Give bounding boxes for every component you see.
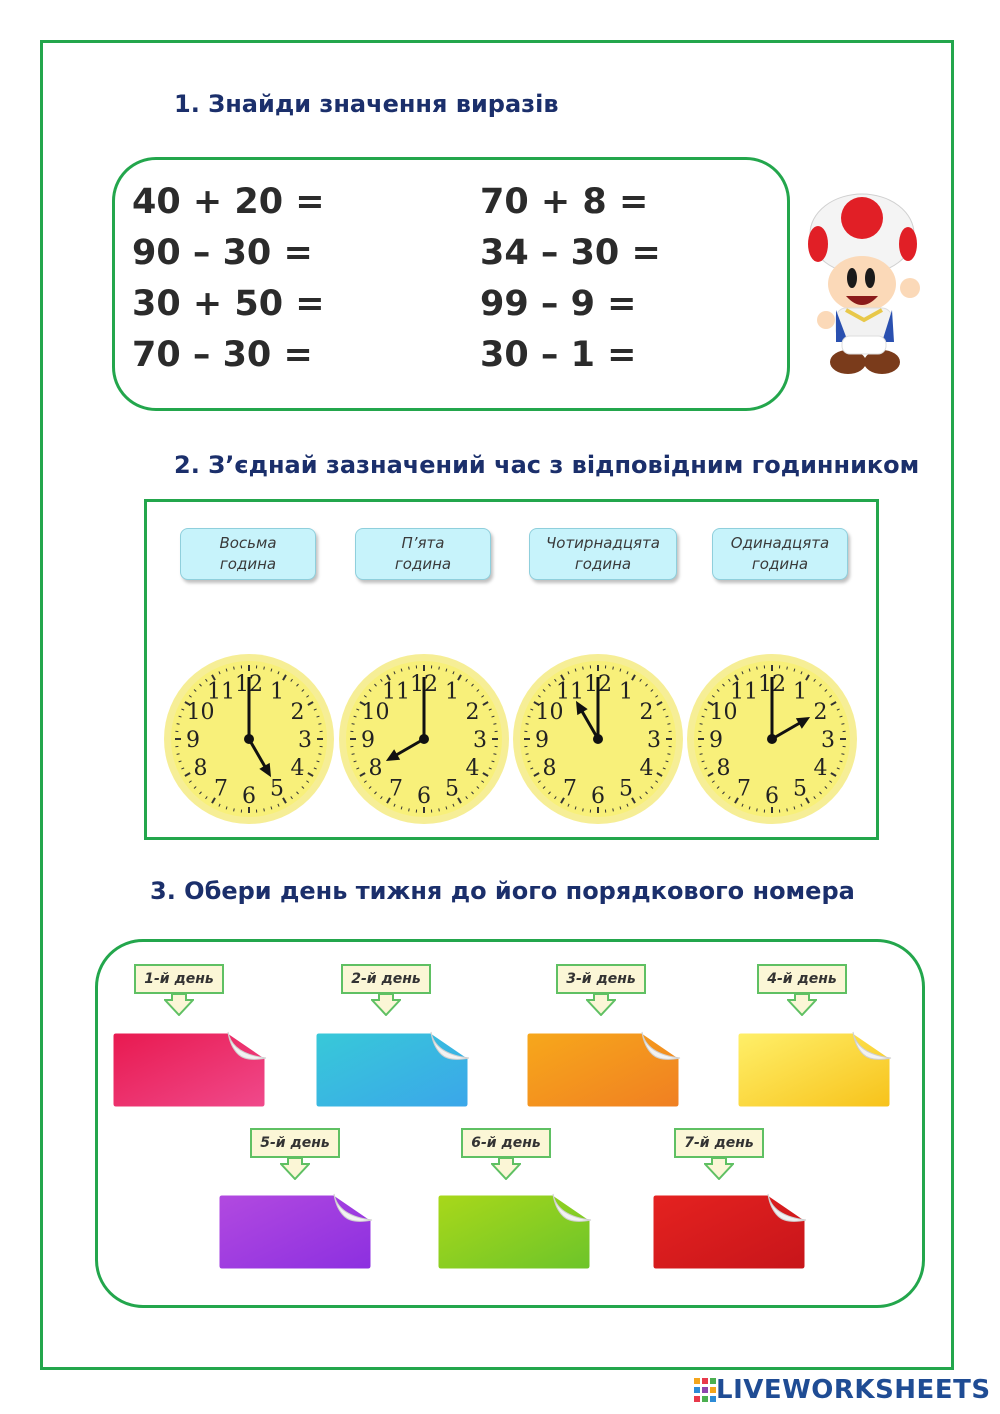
expression: 40 + 20 = [132, 182, 325, 222]
clock-face[interactable] [686, 653, 858, 825]
clock-tick [583, 808, 584, 811]
clock-numeral: 7 [737, 776, 751, 802]
clock-tick [264, 667, 265, 670]
clock-tick [700, 754, 703, 755]
clock-numeral: 7 [563, 776, 577, 802]
day-label-text: 2-й день [351, 971, 421, 987]
day-label [556, 964, 646, 994]
time-card-label: Восьма година [219, 534, 277, 573]
day-label [461, 1128, 551, 1158]
liveworksheets-logo-icon [694, 1378, 716, 1402]
clock-numeral: 4 [465, 756, 480, 781]
clock-face[interactable] [338, 653, 510, 825]
clock-tick [493, 724, 496, 725]
time-card-five[interactable] [355, 528, 491, 580]
day-label [674, 1128, 764, 1158]
clock-numeral: 8 [716, 756, 731, 781]
task3-title: 3. Обери день тижня до його порядкового номера [150, 877, 855, 905]
clock-center [244, 734, 254, 744]
brand-name: LIVEWORKSHEETS [716, 1375, 991, 1405]
clock-numeral: 1 [270, 679, 284, 705]
clock-numeral: 4 [639, 756, 654, 781]
time-card-eleven[interactable] [712, 528, 848, 580]
clock-numeral: 5 [619, 776, 633, 802]
arrow-down-icon [280, 1158, 310, 1180]
clock-tick [409, 667, 410, 670]
clock-numeral: 6 [591, 784, 605, 809]
clock-tick [234, 667, 235, 670]
clock-tick [264, 808, 265, 811]
sticker-body [112, 1032, 266, 1108]
expression: 30 – 1 = [480, 335, 637, 375]
clock-tick [583, 667, 584, 670]
clock-tick [613, 667, 614, 670]
day-answer-sticker[interactable] [110, 1028, 270, 1112]
clock-tick [841, 724, 844, 725]
clock-numeral: 6 [417, 784, 431, 809]
sticker-body [526, 1032, 680, 1108]
arrow-down-icon [704, 1158, 734, 1180]
arrow-down-icon [371, 994, 401, 1016]
clock-tick [526, 724, 529, 725]
clock-tick [409, 808, 410, 811]
brand [694, 1375, 991, 1405]
clock-tick [352, 724, 355, 725]
clock-numeral: 2 [290, 700, 305, 725]
clock-numeral: 1 [445, 679, 459, 705]
clock-numeral: 8 [542, 756, 557, 781]
clock-numeral: 12 [758, 672, 786, 697]
clock-tick [352, 754, 355, 755]
clock-tick [318, 754, 321, 755]
task1-title: 1. Знайди значення виразів [174, 90, 559, 118]
clock-numeral: 12 [584, 672, 612, 697]
clock-numeral: 11 [556, 679, 584, 705]
clock-numeral: 9 [709, 728, 723, 753]
clock-tick [667, 754, 670, 755]
arrow-down-icon [787, 994, 817, 1016]
expression: 30 + 50 = [132, 284, 325, 324]
sticker-body [652, 1194, 806, 1270]
day-answer-sticker[interactable] [524, 1028, 684, 1112]
day-label-text: 6-й день [471, 1135, 541, 1151]
clock-tick [700, 724, 703, 725]
clock-numeral: 3 [298, 728, 312, 753]
expression: 34 – 30 = [480, 233, 661, 273]
time-card-label: Чотирнадцята година [545, 534, 660, 573]
expression: 70 + 8 = [480, 182, 649, 222]
clock-center [767, 734, 777, 744]
day-label-text: 1-й день [144, 971, 214, 987]
clock-tick [177, 724, 180, 725]
day-label [341, 964, 431, 994]
clock-numeral: 3 [821, 728, 835, 753]
clock-numeral: 9 [361, 728, 375, 753]
clock-tick [787, 667, 788, 670]
clock-tick [493, 754, 496, 755]
clock-numeral: 4 [290, 756, 305, 781]
day-answer-sticker[interactable] [435, 1190, 595, 1274]
clock-tick [234, 808, 235, 811]
task2-title: 2. З’єднай зазначений час з відповідним годинником [174, 451, 920, 479]
clock-numeral: 2 [813, 700, 828, 725]
clock-numeral: 12 [235, 672, 263, 697]
clock-numeral: 5 [445, 776, 459, 802]
clock-numeral: 3 [473, 728, 487, 753]
clock-numeral: 10 [535, 700, 564, 725]
clock-tick [757, 808, 758, 811]
sticker-body [218, 1194, 372, 1270]
clock-tick [667, 724, 670, 725]
clock-tick [177, 754, 180, 755]
clock-numeral: 8 [193, 756, 208, 781]
clock-numeral: 5 [270, 776, 284, 802]
clock-numeral: 11 [730, 679, 758, 705]
clock-numeral: 10 [709, 700, 738, 725]
day-label-text: 3-й день [566, 971, 636, 987]
arrow-down-icon [491, 1158, 521, 1180]
clock-numeral: 10 [361, 700, 390, 725]
clock-numeral: 5 [793, 776, 807, 802]
expression: 90 – 30 = [132, 233, 313, 273]
sticker-body [737, 1032, 891, 1108]
clock-numeral: 1 [619, 679, 633, 705]
day-label [250, 1128, 340, 1158]
clock-numeral: 9 [535, 728, 549, 753]
time-card-label: П’ята година [394, 534, 452, 573]
clock-numeral: 7 [389, 776, 403, 802]
arrow-down-icon [586, 994, 616, 1016]
clock-tick [613, 808, 614, 811]
clock-numeral: 4 [813, 756, 828, 781]
clock-numeral: 2 [639, 700, 654, 725]
clock-numeral: 6 [242, 784, 256, 809]
sticker-body [315, 1032, 469, 1108]
day-answer-sticker[interactable] [313, 1028, 473, 1112]
day-label [757, 964, 847, 994]
clock-tick [439, 808, 440, 811]
time-card-fourteen[interactable] [529, 528, 677, 580]
day-label-text: 5-й день [260, 1135, 330, 1151]
day-label-text: 4-й день [767, 971, 837, 987]
clock-center [593, 734, 603, 744]
expression: 70 – 30 = [132, 335, 313, 375]
clock-face[interactable] [512, 653, 684, 825]
clock-numeral: 9 [186, 728, 200, 753]
clock-numeral: 12 [410, 672, 438, 697]
clock-numeral: 2 [465, 700, 480, 725]
clock-numeral: 3 [647, 728, 661, 753]
expression: 99 – 9 = [480, 284, 637, 324]
clock-numeral: 11 [382, 679, 410, 705]
day-label [134, 964, 224, 994]
clock-numeral: 10 [186, 700, 215, 725]
arrow-down-icon [164, 994, 194, 1016]
day-answer-sticker[interactable] [216, 1190, 376, 1274]
day-answer-sticker[interactable] [735, 1028, 895, 1112]
clock-numeral: 8 [368, 756, 383, 781]
clock-tick [439, 667, 440, 670]
time-card-label: Одинадцята година [730, 534, 830, 573]
clock-tick [841, 754, 844, 755]
clock-tick [318, 724, 321, 725]
clock-numeral: 7 [214, 776, 228, 802]
mushroom-mascot-image [806, 192, 936, 376]
clock-numeral: 1 [793, 679, 807, 705]
clock-tick [787, 808, 788, 811]
clock-center [419, 734, 429, 744]
clock-tick [526, 754, 529, 755]
clock-face[interactable] [163, 653, 335, 825]
time-card-eight[interactable] [180, 528, 316, 580]
day-answer-sticker[interactable] [650, 1190, 810, 1274]
clock-numeral: 6 [765, 784, 779, 809]
clock-numeral: 11 [207, 679, 235, 705]
day-label-text: 7-й день [684, 1135, 754, 1151]
sticker-body [437, 1194, 591, 1270]
clock-tick [757, 667, 758, 670]
